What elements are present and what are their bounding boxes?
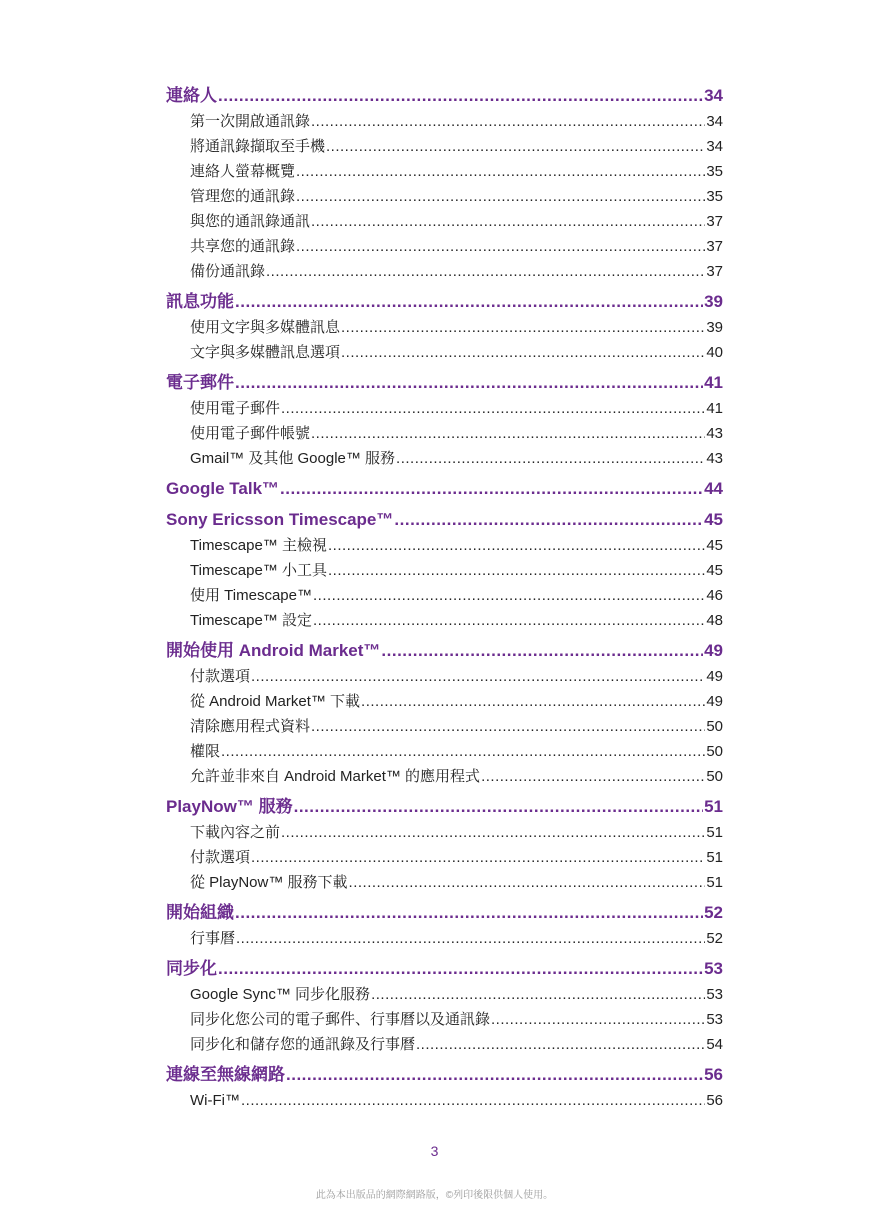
- toc-entry[interactable]: [166, 714, 723, 739]
- toc-leader-dots: [371, 982, 705, 1007]
- toc-leader-dots: [381, 637, 703, 664]
- toc-entry[interactable]: [166, 558, 723, 583]
- toc-entry[interactable]: [166, 608, 723, 633]
- toc-entry-label: Google Sync™ 同步化服務: [190, 986, 371, 1003]
- toc-leader-dots: [218, 955, 703, 982]
- toc-chapter-title: 開始使用 Android Market™: [166, 641, 381, 660]
- toc-entry-page: 49: [706, 668, 723, 685]
- toc-leader-dots: [235, 369, 703, 396]
- toc-leader-dots: [326, 134, 705, 159]
- toc-leader-dots: [296, 234, 705, 259]
- toc-entry-label: 與您的通訊錄通訊: [190, 213, 311, 230]
- toc-leader-dots: [221, 739, 705, 764]
- toc-leader-dots: [241, 1088, 705, 1113]
- toc-chapter-page: 44: [704, 479, 723, 498]
- toc-chapter-page: 49: [704, 641, 723, 660]
- toc-entry-label: 備份通訊錄: [190, 263, 266, 280]
- toc-entry[interactable]: [166, 583, 723, 608]
- toc-entry-page: 45: [706, 537, 723, 554]
- toc-leader-dots: [341, 340, 705, 365]
- toc-chapter-title: Sony Ericsson Timescape™: [166, 510, 394, 529]
- toc-entry-page: 54: [706, 1036, 723, 1053]
- toc-leader-dots: [235, 288, 703, 315]
- toc-entry[interactable]: [166, 533, 723, 558]
- toc-entry[interactable]: [166, 982, 723, 1007]
- toc-entry[interactable]: [166, 259, 723, 284]
- toc-entry-page: 51: [706, 824, 723, 841]
- toc-leader-dots: [313, 608, 705, 633]
- toc-entry-label: 付款選項: [190, 849, 251, 866]
- toc-chapter-page: 53: [704, 959, 723, 978]
- toc-entry-page: 49: [706, 693, 723, 710]
- toc-entry-label: 管理您的通訊錄: [190, 188, 296, 205]
- toc-entry-page: 50: [706, 743, 723, 760]
- toc-chapter-title: 連絡人: [166, 86, 217, 105]
- toc-entry-label: 第一次開啟通訊錄: [190, 113, 311, 130]
- toc-leader-dots: [294, 793, 703, 820]
- toc-chapter-page: 56: [704, 1065, 723, 1084]
- toc-entry[interactable]: [166, 184, 723, 209]
- toc-entry[interactable]: [166, 739, 723, 764]
- toc-chapter[interactable]: [166, 955, 723, 982]
- toc-leader-dots: [251, 664, 705, 689]
- toc-entry-label: Gmail™ 及其他 Google™ 服務: [190, 450, 396, 467]
- toc-entry-page: 50: [706, 718, 723, 735]
- toc-entry-label: 同步化和儲存您的通訊錄及行事曆: [190, 1036, 416, 1053]
- toc-entry[interactable]: [166, 446, 723, 471]
- toc-entry-label: 文字與多媒體訊息選項: [190, 344, 341, 361]
- toc-chapter[interactable]: [166, 82, 723, 109]
- toc-entry-page: 52: [706, 930, 723, 947]
- toc-entry-label: Timescape™ 小工具: [190, 562, 327, 579]
- toc-leader-dots: [311, 209, 705, 234]
- toc-entry-page: 50: [706, 768, 723, 785]
- toc-chapter-page: 52: [704, 903, 723, 922]
- toc-leader-dots: [286, 1061, 703, 1088]
- toc-entry-page: 46: [706, 587, 723, 604]
- toc-leader-dots: [218, 82, 703, 109]
- toc-entry-label: 同步化您公司的電子郵件、行事曆以及通訊錄: [190, 1011, 491, 1028]
- toc-leader-dots: [481, 764, 705, 789]
- toc-leader-dots: [251, 845, 705, 870]
- toc-leader-dots: [280, 475, 703, 502]
- toc-entry-page: 51: [706, 874, 723, 891]
- toc-entry[interactable]: [166, 340, 723, 365]
- toc-leader-dots: [328, 558, 705, 583]
- toc-leader-dots: [416, 1032, 705, 1057]
- toc-entry-label: 共享您的通訊錄: [190, 238, 296, 255]
- toc-chapter[interactable]: [166, 793, 723, 820]
- toc-entry[interactable]: [166, 845, 723, 870]
- toc-entry-page: 39: [706, 319, 723, 336]
- toc-entry[interactable]: [166, 764, 723, 789]
- toc-leader-dots: [235, 899, 703, 926]
- toc-leader-dots: [328, 533, 705, 558]
- toc-chapter[interactable]: [166, 475, 723, 502]
- toc-chapter-title: 開始組織: [166, 903, 234, 922]
- toc-leader-dots: [396, 446, 705, 471]
- toc-entry-label: 使用電子郵件帳號: [190, 425, 311, 442]
- toc-entry-label: 從 PlayNow™ 服務下載: [190, 874, 348, 891]
- toc-entry-page: 51: [706, 849, 723, 866]
- toc-chapter-title: Google Talk™: [166, 479, 280, 498]
- toc-chapter[interactable]: [166, 1061, 723, 1088]
- toc-entry-page: 43: [706, 450, 723, 467]
- toc-entry[interactable]: [166, 1032, 723, 1057]
- toc-entry-label: Timescape™ 設定: [190, 612, 312, 629]
- toc-entry-label: 將通訊錄擷取至手機: [190, 138, 326, 155]
- toc-entry-page: 37: [706, 238, 723, 255]
- toc-chapter-page: 34: [704, 86, 723, 105]
- toc-entry-page: 48: [706, 612, 723, 629]
- toc-entry[interactable]: [166, 234, 723, 259]
- toc-leader-dots: [311, 421, 705, 446]
- toc-entry-page: 56: [706, 1092, 723, 1109]
- toc-entry-label: 使用文字與多媒體訊息: [190, 319, 341, 336]
- toc-entry-label: 下載內容之前: [190, 824, 281, 841]
- toc-entry[interactable]: [166, 134, 723, 159]
- toc-entry-page: 41: [706, 400, 723, 417]
- toc-leader-dots: [491, 1007, 705, 1032]
- toc-entry-page: 43: [706, 425, 723, 442]
- toc-leader-dots: [311, 714, 705, 739]
- toc-leader-dots: [311, 109, 705, 134]
- toc-chapter-page: 41: [704, 373, 723, 392]
- toc-chapter[interactable]: [166, 288, 723, 315]
- toc-leader-dots: [236, 926, 705, 951]
- footer-note: 此為本出版品的網際網路版，©列印後限供個人使用。: [315, 1190, 554, 1201]
- toc-chapter[interactable]: [166, 506, 723, 533]
- toc-chapter-page: 45: [704, 510, 723, 529]
- toc-chapter-page: 39: [704, 292, 723, 311]
- toc-entry-label: Wi-Fi™: [190, 1092, 240, 1109]
- toc-entry[interactable]: [166, 870, 723, 895]
- toc-entry[interactable]: [166, 1007, 723, 1032]
- toc-entry-page: 45: [706, 562, 723, 579]
- toc-entry-label: 清除應用程式資料: [190, 718, 311, 735]
- toc-entry[interactable]: [166, 1088, 723, 1113]
- toc-entry-page: 37: [706, 213, 723, 230]
- toc-leader-dots: [349, 870, 706, 895]
- toc-leader-dots: [281, 820, 705, 845]
- toc-entry[interactable]: [166, 664, 723, 689]
- toc-entry[interactable]: [166, 159, 723, 184]
- toc-entry-label: Timescape™ 主檢視: [190, 537, 327, 554]
- toc-leader-dots: [394, 506, 703, 533]
- toc-entry[interactable]: [166, 315, 723, 340]
- toc-entry-page: 40: [706, 344, 723, 361]
- toc-entry-page: 34: [706, 113, 723, 130]
- toc-entry-page: 35: [706, 188, 723, 205]
- toc-leader-dots: [361, 689, 705, 714]
- toc-entry-label: 權限: [190, 743, 221, 760]
- toc-entry-label: 使用 Timescape™: [190, 587, 312, 604]
- toc-entry-label: 行事曆: [190, 930, 236, 947]
- toc-chapter-title: 訊息功能: [166, 292, 234, 311]
- toc-entry[interactable]: [166, 396, 723, 421]
- toc-entry-page: 37: [706, 263, 723, 280]
- toc-leader-dots: [266, 259, 705, 284]
- toc-chapter[interactable]: [166, 369, 723, 396]
- toc-entry-label: 使用電子郵件: [190, 400, 281, 417]
- toc-chapter[interactable]: [166, 637, 723, 664]
- toc-chapter[interactable]: [166, 899, 723, 926]
- toc-entry-page: 34: [706, 138, 723, 155]
- toc-chapter-title: PlayNow™ 服務: [166, 797, 293, 816]
- toc-entry[interactable]: [166, 421, 723, 446]
- table-of-contents: [166, 82, 723, 1113]
- toc-chapter-page: 51: [704, 797, 723, 816]
- toc-chapter-title: 連線至無線網路: [166, 1065, 285, 1084]
- toc-entry-label: 從 Android Market™ 下載: [190, 693, 361, 710]
- toc-leader-dots: [296, 184, 705, 209]
- toc-leader-dots: [341, 315, 705, 340]
- toc-entry-label: 付款選項: [190, 668, 251, 685]
- toc-entry-page: 53: [706, 986, 723, 1003]
- toc-entry[interactable]: [166, 109, 723, 134]
- toc-entry[interactable]: [166, 209, 723, 234]
- page-number: 3: [430, 1143, 439, 1159]
- toc-entry-page: 53: [706, 1011, 723, 1028]
- toc-entry-label: 允許並非來自 Android Market™ 的應用程式: [190, 768, 481, 785]
- toc-chapter-title: 電子郵件: [166, 373, 234, 392]
- toc-leader-dots: [281, 396, 705, 421]
- toc-entry-page: 35: [706, 163, 723, 180]
- toc-entry[interactable]: [166, 926, 723, 951]
- toc-entry[interactable]: [166, 689, 723, 714]
- toc-entry[interactable]: [166, 820, 723, 845]
- toc-leader-dots: [313, 583, 705, 608]
- toc-leader-dots: [296, 159, 705, 184]
- toc-chapter-title: 同步化: [166, 959, 217, 978]
- toc-entry-label: 連絡人螢幕概覽: [190, 163, 296, 180]
